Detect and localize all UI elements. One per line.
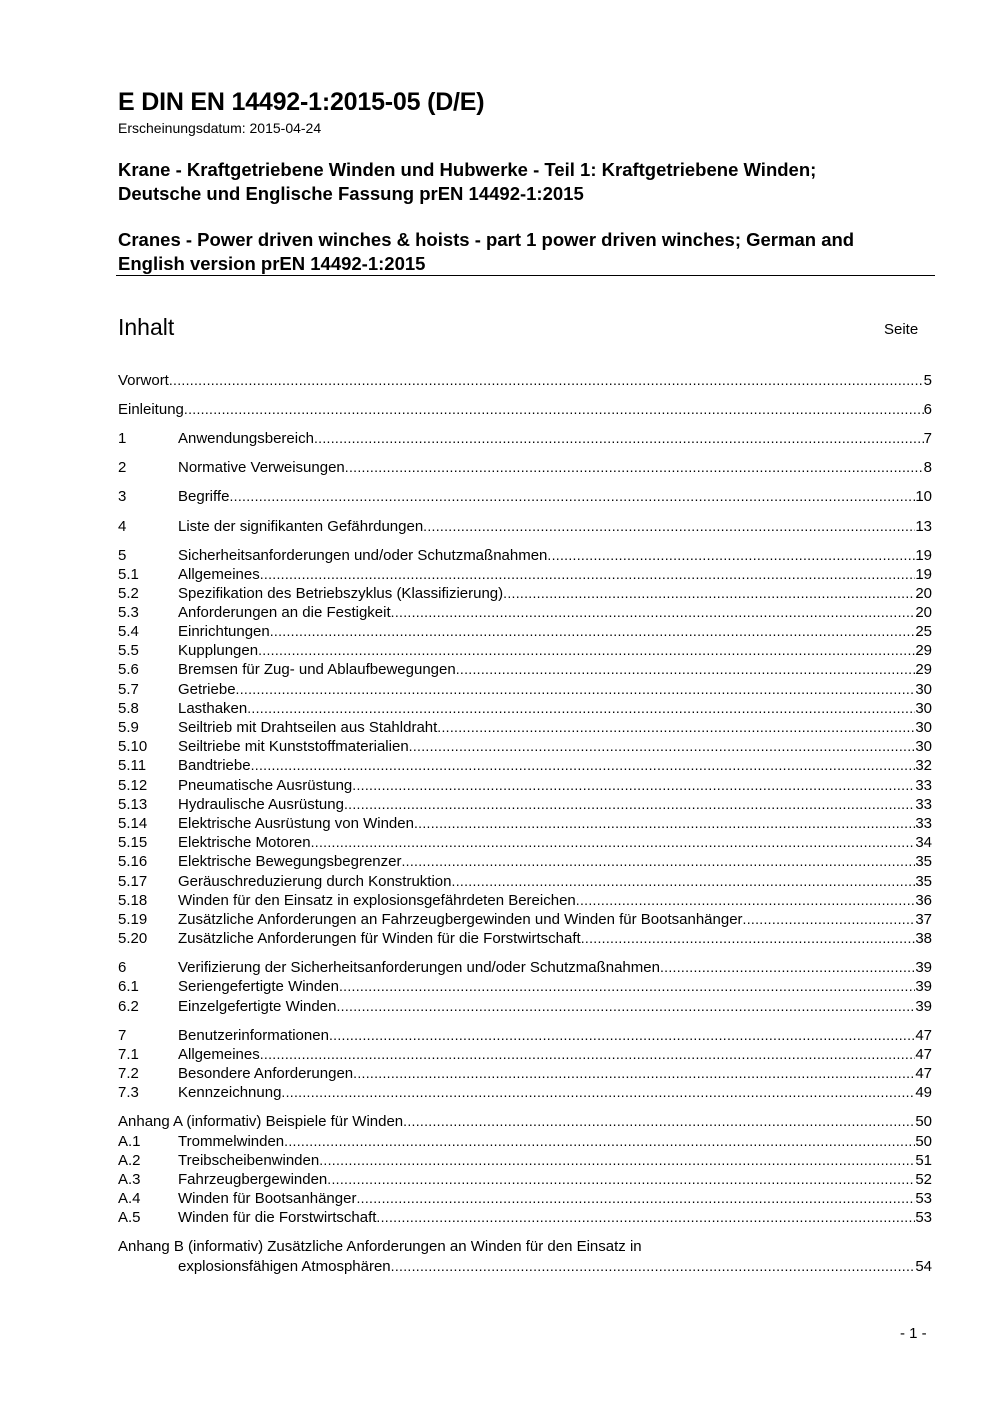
toc-entry-leader — [178, 622, 932, 641]
toc-entry[interactable] — [118, 660, 932, 679]
dot-leader — [391, 1257, 916, 1276]
toc-entry-leader — [178, 795, 932, 814]
toc-entry[interactable] — [118, 910, 932, 929]
toc-entry-title: Begriffe — [178, 488, 230, 505]
toc-entry[interactable] — [118, 1026, 932, 1045]
toc-entry[interactable] — [118, 1132, 932, 1151]
dot-leader — [336, 997, 915, 1016]
toc-entry-title: Einrichtungen — [178, 623, 270, 640]
toc-entry-title: Getriebe — [178, 681, 236, 698]
toc-entry-title: Einleitung — [118, 401, 184, 418]
toc-entry-page: 25 — [915, 623, 932, 640]
toc-entry-number: 5.4 — [118, 623, 139, 640]
toc-entry-number: 7.1 — [118, 1046, 139, 1063]
toc-entry-page: 37 — [915, 911, 932, 928]
toc-entry-number: 6.2 — [118, 998, 139, 1015]
toc-entry[interactable] — [118, 546, 932, 565]
toc-entry-page: 53 — [915, 1209, 932, 1226]
toc-entry[interactable] — [118, 429, 932, 448]
toc-entry[interactable] — [118, 833, 932, 852]
dot-leader — [581, 929, 916, 948]
toc-entry-number: A.3 — [118, 1171, 141, 1188]
toc-entry-page: 8 — [923, 459, 932, 476]
toc-entry-page: 33 — [915, 777, 932, 794]
toc-entry-page: 7 — [923, 430, 932, 447]
toc-entry-page: 53 — [915, 1190, 932, 1207]
toc-entry-number: A.2 — [118, 1152, 141, 1169]
toc-entry-leader — [178, 929, 932, 948]
toc-entry-number: A.5 — [118, 1209, 141, 1226]
toc-entry-number: 5.7 — [118, 681, 139, 698]
toc-entry-page: 29 — [915, 642, 932, 659]
toc-entry-title: Treibscheibenwinden — [178, 1152, 320, 1169]
toc-entry-leader — [178, 833, 932, 852]
toc-entry-page: 20 — [915, 604, 932, 621]
toc-entry-page: 19 — [915, 566, 932, 583]
toc-entry-number: 6 — [118, 959, 127, 976]
toc-entry-number: 5.18 — [118, 892, 148, 909]
toc-entry[interactable] — [118, 603, 932, 622]
toc-entry-title: Besondere Anforderungen — [178, 1065, 354, 1082]
dot-leader — [329, 1026, 915, 1045]
toc-entry-leader — [178, 546, 932, 565]
toc-entry-leader — [178, 699, 932, 718]
toc-entry-number: 6.1 — [118, 978, 139, 995]
toc-entry-title: Anforderungen an die Festigkeit — [178, 604, 391, 621]
toc-entry-number: 5.12 — [118, 777, 148, 794]
toc-entry[interactable] — [118, 776, 932, 795]
toc-entry-page: 33 — [915, 796, 932, 813]
title-english-line-2: English version prEN 14492-1:2015 — [118, 253, 426, 274]
toc-entry-title: Kupplungen — [178, 642, 259, 659]
toc-entry-number: 5.19 — [118, 911, 148, 928]
toc-entry-number: 3 — [118, 488, 127, 505]
toc-entry-title: Elektrische Ausrüstung von Winden — [178, 815, 414, 832]
toc-entry-number: 2 — [118, 459, 127, 476]
toc-entry-leader — [118, 1112, 932, 1131]
toc-entry-number: 5.11 — [118, 757, 147, 774]
toc-heading: Inhalt — [118, 314, 175, 340]
toc-entry-number: A.4 — [118, 1190, 141, 1207]
toc-entry[interactable] — [118, 977, 932, 996]
title-german-line-1: Krane - Kraftgetriebene Winden und Hubwerke - Teil 1: Kraftgetriebene Winden; — [118, 159, 817, 180]
toc-entry-title: Vorwort — [118, 372, 169, 389]
dot-leader — [576, 891, 916, 910]
dot-leader — [314, 429, 924, 448]
toc-entry[interactable] — [118, 737, 932, 756]
toc-entry-title: Kennzeichnung — [178, 1084, 282, 1101]
dot-leader — [251, 756, 916, 775]
toc-entry[interactable] — [118, 1208, 932, 1227]
toc-entry-number: 5.5 — [118, 642, 139, 659]
title-english — [118, 228, 928, 276]
toc-entry[interactable] — [118, 852, 932, 871]
dot-leader — [260, 565, 916, 584]
toc-entry-leader — [178, 1045, 932, 1064]
toc-entry-number: A.1 — [118, 1133, 141, 1150]
toc-entry-number: 5.3 — [118, 604, 139, 621]
toc-entry-number: 5.13 — [118, 796, 148, 813]
toc-entry-page: 6 — [923, 401, 932, 418]
toc-entry[interactable] — [118, 814, 932, 833]
toc-entry[interactable] — [118, 641, 932, 660]
dot-leader — [409, 737, 916, 756]
toc-entry-leader — [178, 1026, 932, 1045]
dot-leader — [284, 1132, 915, 1151]
toc-entry-leader — [178, 872, 932, 891]
toc-entry-number: 7.2 — [118, 1065, 139, 1082]
toc-entry-page: 47 — [915, 1065, 932, 1082]
toc-entry-number: 7.3 — [118, 1084, 139, 1101]
toc-entry-annex-b-title[interactable]: Anhang B (informativ) Zusätzliche Anforderungen an Winden für den Einsatz in — [118, 1238, 642, 1255]
dot-leader — [401, 852, 915, 871]
dot-leader — [356, 1189, 915, 1208]
toc-entry[interactable] — [118, 699, 932, 718]
toc-entry-page: 30 — [915, 700, 932, 717]
toc-entry[interactable] — [118, 1083, 932, 1102]
dot-leader — [345, 458, 924, 477]
toc-entry[interactable] — [118, 1064, 932, 1083]
toc-entry-page: 47 — [915, 1046, 932, 1063]
dot-leader — [547, 546, 915, 565]
toc-entry-title: Winden für die Forstwirtschaft — [178, 1209, 377, 1226]
publication-date: Erscheinungsdatum: 2015-04-24 — [118, 120, 322, 136]
toc-entry-leader — [118, 400, 932, 419]
toc-entry-number: 5.17 — [118, 873, 148, 890]
toc-entry-leader — [178, 429, 932, 448]
toc-entry-title: Zusätzliche Anforderungen für Winden für die Forstwirtschaft — [178, 930, 581, 947]
toc-entry-title: Seriengefertigte Winden — [178, 978, 339, 995]
toc-entry-title: explosionsfähigen Atmosphären — [178, 1258, 391, 1275]
toc-entry-page: 13 — [915, 518, 932, 535]
toc-entry[interactable] — [118, 718, 932, 737]
toc-entry-leader — [178, 814, 932, 833]
toc-entry-leader — [178, 1257, 932, 1276]
toc-entry[interactable] — [118, 929, 932, 948]
toc-entry-page: 30 — [915, 681, 932, 698]
toc-entry-title: Geräuschreduzierung durch Konstruktion — [178, 873, 452, 890]
toc-entry-title: Verifizierung der Sicherheitsanforderungen und/oder Schutzmaßnahmen — [178, 959, 660, 976]
toc-entry-page: 34 — [915, 834, 932, 851]
toc-entry-number: 7 — [118, 1027, 127, 1044]
toc-entry-leader — [178, 1132, 932, 1151]
toc-entry[interactable] — [118, 622, 932, 641]
toc-entry-leader — [178, 852, 932, 871]
toc-entry-leader — [118, 371, 932, 390]
dot-leader — [281, 1083, 915, 1102]
toc-entry[interactable] — [118, 891, 932, 910]
toc-entry[interactable] — [118, 458, 932, 477]
toc-entry-leader — [178, 1064, 932, 1083]
toc-entry-number: 5.14 — [118, 815, 148, 832]
toc-entry-page: 35 — [915, 853, 932, 870]
toc-entry-title: Elektrische Motoren — [178, 834, 311, 851]
toc-entry-title: Zusätzliche Anforderungen an Fahrzeugbergewinden und Winden für Bootsanhänger — [178, 911, 743, 928]
dot-leader — [456, 660, 916, 679]
toc-entry-page: 35 — [915, 873, 932, 890]
dot-leader — [743, 910, 916, 929]
toc-entry-leader — [178, 737, 932, 756]
dot-leader — [403, 1112, 915, 1131]
toc-entry[interactable] — [118, 1189, 932, 1208]
title-english-line-1: Cranes - Power driven winches & hoists - part 1 power driven winches; German and — [118, 229, 855, 250]
page-number: - 1 - — [900, 1325, 927, 1342]
toc-entry[interactable] — [118, 487, 932, 506]
toc-entry-annex-b[interactable] — [118, 1257, 932, 1276]
toc-entry-title: Seiltrieb mit Drahtseilen aus Stahldraht — [178, 719, 438, 736]
dot-leader — [339, 977, 915, 996]
toc-entry-leader — [178, 958, 932, 977]
dot-leader — [247, 699, 915, 718]
toc-entry-title: Normative Verweisungen — [178, 459, 345, 476]
dot-leader — [327, 1170, 915, 1189]
toc-entry-page: 19 — [915, 547, 932, 564]
toc-entry[interactable] — [118, 997, 932, 1016]
toc-entry-number: 5.2 — [118, 585, 139, 602]
toc-entry-number: 5.16 — [118, 853, 148, 870]
toc-entry[interactable] — [118, 517, 932, 536]
toc-entry-leader — [178, 977, 932, 996]
toc-entry-number: 5.8 — [118, 700, 139, 717]
toc-entry[interactable] — [118, 371, 932, 390]
toc-entry-number: 5.1 — [118, 566, 139, 583]
toc-entry-page: 51 — [915, 1152, 932, 1169]
toc-entry[interactable] — [118, 958, 932, 977]
toc-entry-leader — [178, 910, 932, 929]
toc-entry-leader — [178, 718, 932, 737]
toc-entry-page: 38 — [915, 930, 932, 947]
toc-entry-page: 54 — [915, 1258, 932, 1275]
title-german-line-2: Deutsche und Englische Fassung prEN 14492-1:2015 — [118, 183, 584, 204]
dot-leader — [391, 603, 916, 622]
toc-entry-page: 39 — [915, 998, 932, 1015]
dot-leader — [414, 814, 915, 833]
title-german — [118, 158, 928, 206]
dot-leader — [376, 1208, 915, 1227]
toc-entry-leader — [178, 756, 932, 775]
toc-entry-page: 50 — [915, 1133, 932, 1150]
toc-entry-title: Anhang A (informativ) Beispiele für Winden — [118, 1113, 404, 1130]
toc-entry-leader — [178, 891, 932, 910]
toc-entry-leader — [178, 565, 932, 584]
dot-leader — [270, 622, 916, 641]
toc-entry-leader — [178, 517, 932, 536]
toc-entry-title: Spezifikation des Betriebszyklus (Klassifizierung) — [178, 585, 504, 602]
toc-entry-title: Elektrische Bewegungsbegrenzer — [178, 853, 402, 870]
toc-entry-page: 39 — [915, 959, 932, 976]
toc-entry-title: Liste der signifikanten Gefährdungen — [178, 518, 424, 535]
toc-entry-number: 1 — [118, 430, 127, 447]
toc-entry[interactable] — [118, 1151, 932, 1170]
toc-page-column-label: Seite — [884, 321, 919, 338]
toc-entry-number: 5.10 — [118, 738, 148, 755]
dot-leader — [353, 1064, 915, 1083]
toc-entry-leader — [178, 603, 932, 622]
toc-entry-title: Winden für den Einsatz in explosionsgefährdeten Bereichen — [178, 892, 576, 909]
toc-entry-number: 5.6 — [118, 661, 139, 678]
dot-leader — [184, 400, 924, 419]
toc-entry[interactable] — [118, 872, 932, 891]
toc-entry-page: 30 — [915, 738, 932, 755]
toc-entry-number: 5.9 — [118, 719, 139, 736]
toc-entry-title: Pneumatische Ausrüstung — [178, 777, 353, 794]
dot-leader — [236, 680, 916, 699]
toc-entry-leader — [178, 660, 932, 679]
toc-entry-title: Einzelgefertigte Winden — [178, 998, 337, 1015]
toc-entry-leader — [178, 458, 932, 477]
toc-entry-title: Fahrzeugbergewinden — [178, 1171, 328, 1188]
toc-entry-page: 39 — [915, 978, 932, 995]
toc-entry-title: Winden für Bootsanhänger — [178, 1190, 357, 1207]
toc-entry-leader — [178, 641, 932, 660]
toc-entry-title: Anwendungsbereich — [178, 430, 314, 447]
toc-entry-leader — [178, 1151, 932, 1170]
toc-entry-title: Trommelwinden — [178, 1133, 285, 1150]
toc-entry-page: 30 — [915, 719, 932, 736]
toc-entry-title: Bremsen für Zug- und Ablaufbewegungen — [178, 661, 456, 678]
toc-entry-leader — [178, 487, 932, 506]
toc-entry-leader — [178, 1208, 932, 1227]
toc-entry-page: 49 — [915, 1084, 932, 1101]
toc-entry-leader — [178, 997, 932, 1016]
toc-entry-page: 52 — [915, 1171, 932, 1188]
toc-entry[interactable] — [118, 565, 932, 584]
dot-leader — [503, 584, 915, 603]
toc-entry-leader — [178, 776, 932, 795]
toc-entry-page: 36 — [915, 892, 932, 909]
toc-entry-page: 29 — [915, 661, 932, 678]
toc-entry-page: 50 — [915, 1113, 932, 1130]
toc-entry-title: Hydraulische Ausrüstung — [178, 796, 344, 813]
toc-entry-number: 4 — [118, 518, 127, 535]
dot-leader — [452, 872, 916, 891]
toc-entry-title: Seiltriebe mit Kunststoffmaterialien — [178, 738, 409, 755]
toc-entry[interactable] — [118, 795, 932, 814]
toc-entry-title: Sicherheitsanforderungen und/oder Schutzmaßnahmen — [178, 547, 548, 564]
toc-entry-page: 20 — [915, 585, 932, 602]
toc-entry[interactable] — [118, 1045, 932, 1064]
toc-entry-number: 5 — [118, 547, 127, 564]
toc-entry[interactable] — [118, 756, 932, 775]
toc-entry-leader — [178, 1189, 932, 1208]
toc-entry-number: 5.15 — [118, 834, 148, 851]
toc-entry-title: Lasthaken — [178, 700, 248, 717]
dot-leader — [352, 776, 915, 795]
dot-leader — [258, 641, 915, 660]
toc-entry-page: 47 — [915, 1027, 932, 1044]
toc-entry-number: 5.20 — [118, 930, 148, 947]
toc-entry-page: 32 — [915, 757, 932, 774]
toc-entry[interactable] — [118, 1170, 932, 1189]
document-id: E DIN EN 14492-1:2015-05 (D/E) — [118, 88, 485, 116]
dot-leader — [344, 795, 915, 814]
toc-entry-leader — [178, 1170, 932, 1189]
title-divider — [116, 275, 935, 276]
toc-entry-leader — [178, 584, 932, 603]
toc-entry-page: 5 — [923, 372, 932, 389]
dot-leader — [660, 958, 915, 977]
toc-entry-title: Bandtriebe — [178, 757, 251, 774]
toc-entry-page: 10 — [915, 488, 932, 505]
toc-entry-title: Allgemeines — [178, 566, 260, 583]
dot-leader — [169, 371, 924, 390]
dot-leader — [260, 1045, 916, 1064]
dot-leader — [319, 1151, 915, 1170]
dot-leader — [437, 718, 915, 737]
toc-entry[interactable] — [118, 400, 932, 419]
dot-leader — [423, 517, 915, 536]
toc-entry[interactable] — [118, 680, 932, 699]
toc-entry-title: Allgemeines — [178, 1046, 260, 1063]
toc-entry[interactable] — [118, 584, 932, 603]
toc-entry-page: 33 — [915, 815, 932, 832]
dot-leader — [311, 833, 916, 852]
toc-entry-leader — [178, 1083, 932, 1102]
toc-entry[interactable] — [118, 1112, 932, 1131]
toc-entry-leader — [178, 680, 932, 699]
dot-leader — [229, 487, 915, 506]
toc-entry-title: Benutzerinformationen — [178, 1027, 329, 1044]
